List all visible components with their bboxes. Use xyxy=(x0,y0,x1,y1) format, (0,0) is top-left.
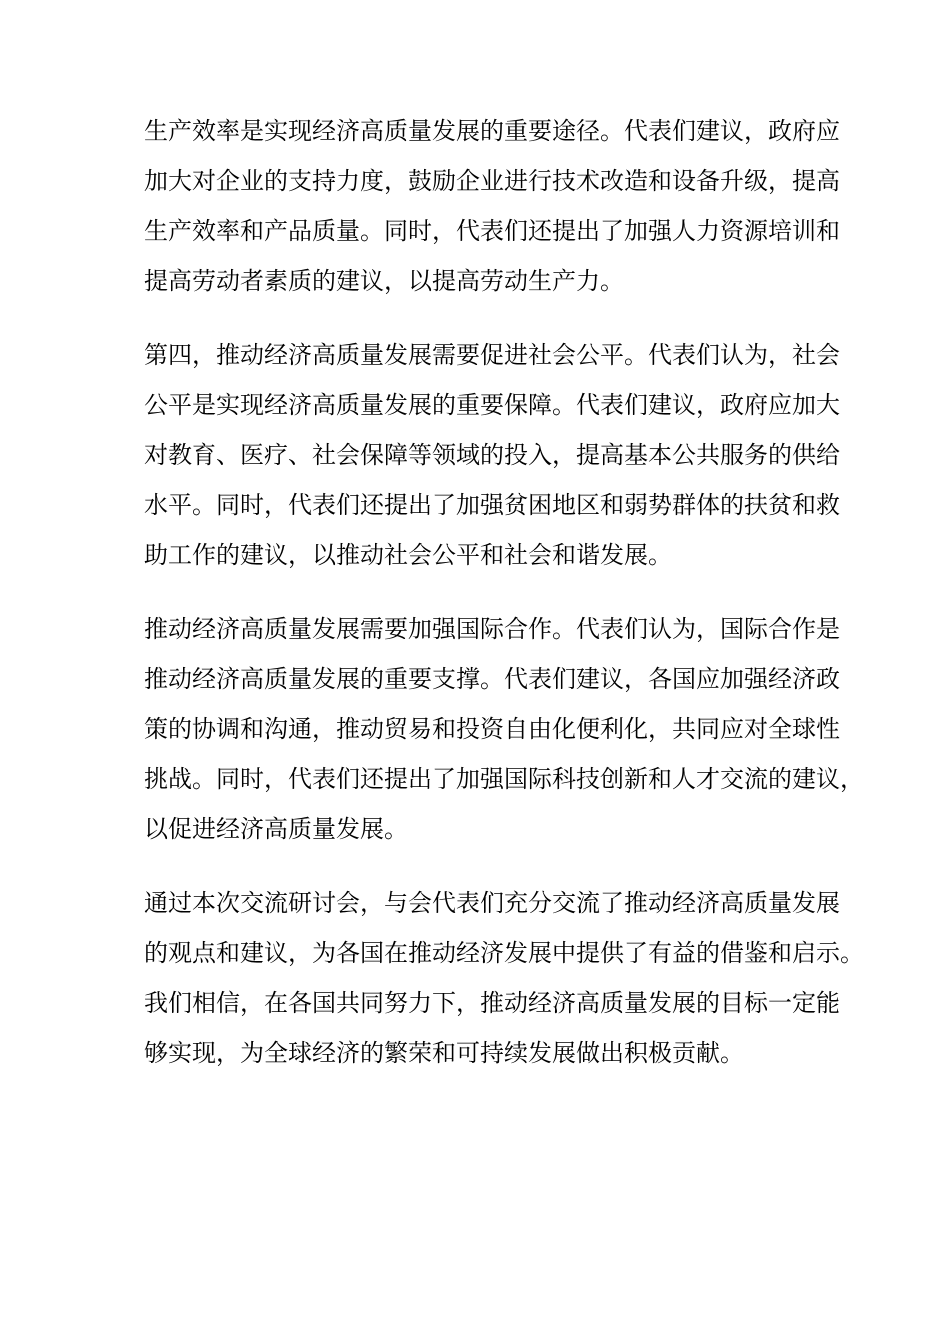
paragraph-conclusion xyxy=(144,878,864,1078)
text-line: 推动经济高质量发展需要加强国际合作。代表们认为，国际合作是 xyxy=(144,615,840,643)
text-line: 通过本次交流研讨会，与会代表们充分交流了推动经济高质量发展 xyxy=(144,889,840,917)
text-line: 生产效率是实现经济高质量发展的重要途径。代表们建议，政府应 xyxy=(144,117,840,145)
text-line: 公平是实现经济高质量发展的重要保障。代表们建议，政府应加大 xyxy=(144,391,840,419)
text-line: 加大对企业的支持力度，鼓励企业进行技术改造和设备升级，提高 xyxy=(144,167,840,195)
text-line: 够实现，为全球经济的繁荣和可持续发展做出积极贡献。 xyxy=(144,1039,744,1067)
text-line: 的观点和建议，为各国在推动经济发展中提供了有益的借鉴和启示。 xyxy=(144,939,864,967)
text-line: 挑战。同时，代表们还提出了加强国际科技创新和人才交流的建议， xyxy=(144,765,864,793)
text-line: 对教育、医疗、社会保障等领域的投入，提高基本公共服务的供给 xyxy=(144,441,840,469)
text-line: 以促进经济高质量发展。 xyxy=(144,815,408,843)
text-line: 助工作的建议，以推动社会公平和社会和谐发展。 xyxy=(144,541,672,569)
text-line: 推动经济高质量发展的重要支撑。代表们建议，各国应加强经济政 xyxy=(144,665,840,693)
text-line: 提高劳动者素质的建议，以提高劳动生产力。 xyxy=(144,267,624,295)
text-line: 生产效率和产品质量。同时，代表们还提出了加强人力资源培训和 xyxy=(144,217,840,245)
paragraph-international-cooperation xyxy=(144,604,864,854)
document-page xyxy=(144,106,864,1102)
paragraph-social-fairness xyxy=(144,330,840,580)
text-line: 第四，推动经济高质量发展需要促进社会公平。代表们认为，社会 xyxy=(144,341,840,369)
text-line: 水平。同时，代表们还提出了加强贫困地区和弱势群体的扶贫和救 xyxy=(144,491,840,519)
text-line: 我们相信，在各国共同努力下，推动经济高质量发展的目标一定能 xyxy=(144,989,840,1017)
paragraph-productivity xyxy=(144,106,840,306)
text-line: 策的协调和沟通，推动贸易和投资自由化便利化，共同应对全球性 xyxy=(144,715,840,743)
